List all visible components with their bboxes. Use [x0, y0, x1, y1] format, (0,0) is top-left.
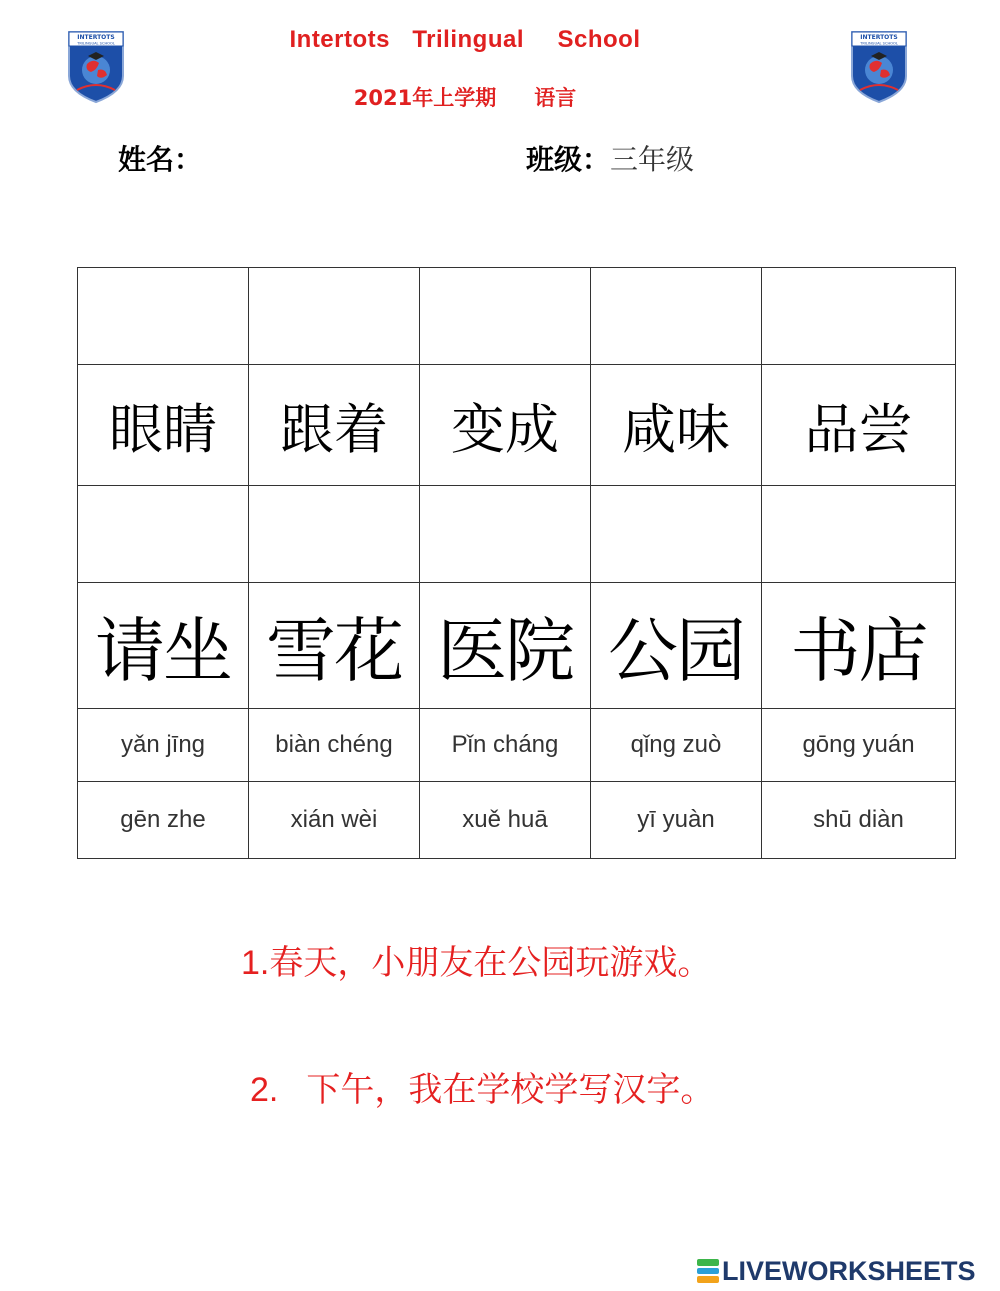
answer-drop-cell[interactable] — [420, 486, 591, 583]
word-cell: 书店 — [762, 583, 956, 709]
answer-drop-cell[interactable] — [762, 268, 956, 365]
word-cell: 跟着 — [249, 365, 420, 486]
school-logo-right — [850, 30, 908, 104]
word-cell: 公园 — [591, 583, 762, 709]
word-cell: 眼睛 — [78, 365, 249, 486]
liveworksheets-icon — [697, 1258, 719, 1284]
answer-drop-cell[interactable] — [762, 486, 956, 583]
word-cell: 雪花 — [249, 583, 420, 709]
pinyin-option[interactable]: xuě huā — [420, 782, 591, 859]
pinyin-option[interactable]: biàn chéng — [249, 709, 420, 782]
word-cell: 医院 — [420, 583, 591, 709]
answer-drop-cell[interactable] — [249, 486, 420, 583]
answer-drop-cell[interactable] — [249, 268, 420, 365]
class-field-value: 三年级 — [610, 143, 695, 176]
pinyin-option[interactable]: yī yuàn — [591, 782, 762, 859]
logo-text-bottom: TRILINGUAL SCHOOL — [77, 41, 115, 46]
sentence-1 — [241, 935, 711, 984]
answer-row-1 — [78, 268, 956, 365]
pinyin-option[interactable]: shū diàn — [762, 782, 956, 859]
pinyin-option[interactable]: qǐng zuò — [591, 709, 762, 782]
school-name: Intertots Trilingual School — [289, 26, 641, 53]
pinyin-option[interactable]: yǎn jīng — [78, 709, 249, 782]
logo-text-top: INTERTOTS — [77, 34, 115, 41]
term-label: 2021年上学期 — [353, 86, 497, 110]
sentence-text: 春天，小朋友在公园玩游戏。 — [269, 943, 712, 983]
logo-text-bottom: TRILINGUAL SCHOOL — [860, 41, 898, 46]
pinyin-option[interactable]: gēn zhe — [78, 782, 249, 859]
term-line — [300, 82, 630, 112]
word-cell: 品尝 — [762, 365, 956, 486]
word-cell: 请坐 — [78, 583, 249, 709]
word-cell: 变成 — [420, 365, 591, 486]
liveworksheets-text: LIVEWORKSHEETS — [722, 1255, 976, 1286]
matching-table — [77, 267, 956, 859]
name-field-label: 姓名： — [118, 143, 203, 176]
class-field — [526, 138, 694, 178]
word-row-1 — [78, 365, 956, 486]
class-field-label: 班级： — [526, 143, 611, 176]
answer-row-2 — [78, 486, 956, 583]
pinyin-option[interactable]: xián wèi — [249, 782, 420, 859]
answer-drop-cell[interactable] — [591, 268, 762, 365]
pinyin-option[interactable]: Pǐn cháng — [420, 709, 591, 782]
word-cell: 咸味 — [591, 365, 762, 486]
sentence-number: 1. — [241, 944, 270, 982]
word-row-2 — [78, 583, 956, 709]
answer-drop-cell[interactable] — [78, 486, 249, 583]
liveworksheets-watermark — [697, 1257, 976, 1285]
sentence-number: 2. — [250, 1071, 279, 1109]
pinyin-row-1 — [78, 709, 956, 782]
subject-label: 语言 — [534, 86, 577, 110]
sentence-2 — [250, 1062, 714, 1111]
answer-drop-cell[interactable] — [591, 486, 762, 583]
answer-drop-cell[interactable] — [78, 268, 249, 365]
logo-text-top: INTERTOTS — [860, 34, 898, 41]
pinyin-option[interactable]: gōng yuán — [762, 709, 956, 782]
pinyin-row-2 — [78, 782, 956, 859]
sentence-text: 下午，我在学校学写汉字。 — [306, 1070, 715, 1110]
school-logo-left — [67, 30, 125, 104]
answer-drop-cell[interactable] — [420, 268, 591, 365]
